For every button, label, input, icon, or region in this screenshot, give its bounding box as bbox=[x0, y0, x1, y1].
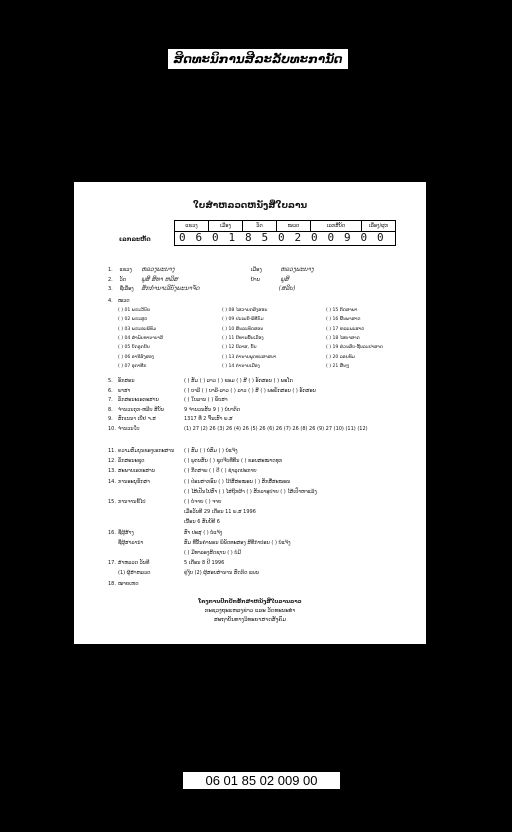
row-label: ສົກເນນາ ເບີ່ຢ ຈ.ສ bbox=[118, 416, 156, 422]
row-n: 7. bbox=[108, 397, 113, 403]
row-opts: ຄູ່ງິບ (2) ຜູ້ສອບສ່ານານ ສົດກິດ ແພນ bbox=[184, 570, 260, 577]
form-row bbox=[108, 530, 222, 536]
code-digit: 0 bbox=[178, 231, 186, 244]
form-row bbox=[108, 416, 233, 422]
code-digit: 0 bbox=[211, 231, 219, 244]
row-opts: ( ) ສົມ ( ) ບໍ່ສົມ ( ) ບໍ່ແຈ້ງ bbox=[184, 448, 238, 454]
row-opts: ( ) ກີ່ດສາພ ( ) ດີ ( ) ຊໍາລຸດປະກາຍ bbox=[184, 468, 257, 475]
form-row bbox=[108, 570, 259, 576]
form-row bbox=[108, 426, 368, 432]
field-row: 2. ວັດ ພູສີ ສີທາ ຫລີສ ບ້ານ ພູສີ bbox=[108, 276, 289, 283]
row-label: ການອະນຸຮັກສາ bbox=[118, 478, 150, 485]
row-n: 17. bbox=[108, 560, 116, 567]
category-option: ( ) 18 ໄສຍາສາດ bbox=[326, 335, 360, 341]
section-category: 4. ໝວດ bbox=[108, 298, 130, 304]
category-option: ( ) 20 ລອນທັມ bbox=[326, 354, 355, 360]
form-row bbox=[108, 519, 220, 525]
row-label: (1) ຜູ້ສຳຫລວດ bbox=[118, 570, 151, 577]
row-opts: ເມື່ອວັນທີ 29 ເດືອນ 11 ພ.ສ 1996 bbox=[184, 509, 256, 516]
code-digit: 0 bbox=[310, 231, 318, 244]
category-option: ( ) 14 ຕຳນານເມືອງ bbox=[222, 363, 260, 369]
row-n: 16. bbox=[108, 529, 116, 536]
row-label: ອັກສອນ bbox=[118, 378, 135, 384]
form-row bbox=[108, 378, 293, 384]
category-option: ( ) 02 ພຣະສູດ bbox=[118, 317, 148, 323]
row-opts: ( ) ມີທາລອງສີດຊານ ( ) ບໍ່ມີ bbox=[184, 550, 241, 556]
row-n: 6. bbox=[108, 387, 113, 394]
row-n: 12. bbox=[108, 458, 116, 465]
bottom-code: 06 01 85 02 009 00 bbox=[183, 772, 340, 789]
row-opts: ສົາ ປະສຸ ( ) ບໍ່ແຈ້ງ bbox=[184, 529, 223, 536]
row-opts: ສົມ ທີ່ນັ້ນຄຳພອນ ພິພັດທະສອງ ສີທີ່ກຳປອນ ( ) ບໍ່ແຈ້ງ bbox=[184, 539, 291, 546]
code-digit: 2 bbox=[294, 231, 302, 244]
banner-title: ສິດທະນິການສີລະລັບທະການັດ ມັກ4 bbox=[168, 49, 348, 69]
form-row bbox=[108, 509, 256, 515]
row-label: ສຳຫລວດ ວັນທີ bbox=[118, 560, 150, 567]
code-digits bbox=[174, 231, 389, 244]
code-label: ເລກລະຫັດ bbox=[119, 236, 151, 243]
form-title: ໃບສຳຫລວດຫນັງສືໃບລານ bbox=[192, 201, 308, 211]
row-n: 9. bbox=[108, 416, 113, 422]
row-n: 11. bbox=[108, 448, 116, 454]
row-opts: ( ) ບາລີ ( ) ບາລີ-ລາວ ( ) ລາວ ( ) ສີ ( ) ພະພັກສອນ ( ) ອັກສອນ bbox=[184, 387, 316, 394]
code-digit: 8 bbox=[244, 231, 252, 244]
form-row bbox=[108, 540, 290, 546]
category-option: ( ) 05 ບິດອູດນີນ bbox=[118, 345, 150, 351]
form-row bbox=[108, 397, 228, 403]
row-n: 15. bbox=[108, 499, 116, 505]
row-label: ຈຳນວນກຸກ-ຫລີບ ສີບັນ bbox=[118, 406, 165, 413]
code-digit: 1 bbox=[228, 231, 236, 244]
category-option: ( ) 03 ພຣະອະພິທັມ bbox=[118, 326, 157, 332]
category-option: ( ) 15 ກິດສາພາ bbox=[326, 308, 358, 313]
row-label: ຄວາມສົມບູນຂອງເອກະສານ bbox=[118, 448, 175, 454]
code-digit: 6 bbox=[195, 231, 203, 244]
row-label: ສະພາບເອກະສານ bbox=[118, 468, 155, 475]
form-row bbox=[108, 388, 316, 394]
row-n: 18. bbox=[108, 580, 116, 587]
code-header: ເລື່ອງ/ຜູກ bbox=[362, 221, 396, 232]
category-option: ( ) 12 ນິລາສ, ນັ້ນ bbox=[222, 345, 257, 351]
form-row bbox=[108, 581, 184, 587]
row-opts: 9 ຈຳນວນສັນ 9 ( ) ບໍ່ບາຕິດ bbox=[184, 406, 241, 413]
code-digit: 0 bbox=[376, 231, 384, 244]
row-opts: ( ) ປ່ອນສາກອົນ ( ) ໄດ້ສີ່ສະໝອນ ( ) ສັກສື່ສະໝອນ bbox=[184, 478, 291, 485]
row-label: ການຈານຂີ້ໄປ bbox=[118, 499, 146, 505]
row-opts: ( ) ສັມ ( ) ລາວ ( ) ຂອມ ( ) ສີ ( ) ອັກສອນ ( ) ພະໂກ bbox=[184, 378, 293, 384]
code-header: ແຂວງ bbox=[175, 221, 209, 232]
row-label: ຈຳນວນໃບ bbox=[118, 425, 140, 432]
category-option: ( ) 16 ພື້ນພາສາດ bbox=[326, 317, 361, 323]
category-option: ( ) 10 ສິນລະທົດສອນ bbox=[222, 326, 264, 332]
category-option: ( ) 09 ປະເພນີ-ພິທີກັມ bbox=[222, 317, 264, 323]
code-digit: 0 bbox=[327, 231, 335, 244]
form-row bbox=[108, 407, 240, 413]
code-digit: 9 bbox=[343, 231, 351, 244]
row-label: ລັກສະນະເອກະສານ bbox=[118, 397, 159, 403]
row-label: ລັກສະນະຊຸດ bbox=[118, 458, 145, 465]
category-option: ( ) 19 ສ່ວນສັບ-ຊີ້ນລະປາສາດ bbox=[326, 345, 383, 351]
form-row bbox=[108, 499, 221, 505]
form-row bbox=[108, 458, 282, 464]
row-label: ພາສາ bbox=[118, 387, 131, 394]
row-n: 5. bbox=[108, 378, 113, 384]
survey-form bbox=[74, 182, 426, 644]
category-option: ( ) 07 ອຸກາທີກ bbox=[118, 363, 147, 369]
row-opts: (1) 27 (2) 26 (3) 26 (4) 26 (5) 26 (6) 26 (7) 26 (8) 26 (9) 27 (10) (11) (12) bbox=[184, 425, 368, 432]
category-option: ( ) 13 ຕຳນານພູດທະສາສນາ bbox=[222, 354, 277, 360]
category-option: ( ) 17 ຫລະພະສາດ bbox=[326, 326, 365, 332]
row-opts: 1317 ທີ່ 2 ຈົ້ນເສົາ ພ.ສ bbox=[184, 416, 233, 422]
code-digit: 0 bbox=[360, 231, 368, 244]
row-opts: ເນື້ອນ 6 ສັນບັທີ 6 bbox=[184, 519, 220, 526]
category-option: ( ) 04 ສຳພັນທານາບາລີ bbox=[118, 335, 164, 341]
code-header: ໝວດ bbox=[277, 221, 311, 232]
category-option: ( ) 21 ສື່ນໆ bbox=[326, 363, 350, 369]
form-row bbox=[108, 468, 257, 474]
row-n: 14. bbox=[108, 478, 116, 485]
category-option: ( ) 06 ອານີສົງສອງ bbox=[118, 354, 155, 360]
field-row: 3. ຊື່ເລື່ອງ ສັກກໍານາເລີບັງພະນາຈັດ (ສລີບ) bbox=[108, 285, 296, 292]
code-header: ເລກສືບັດ bbox=[311, 221, 362, 232]
category-option: ( ) 01 ພຣະວີນັຍ bbox=[118, 308, 151, 313]
row-opts: 5 ເດືອນ 8 ປີ 1996 bbox=[184, 560, 225, 567]
form-footer: ໂຄງການປົກປັກຮັກສາຫນັງສືໃບລານລາວ ກະຊວງຖະແຫລງຂ່າວ ແລະ ວັດທະນະທຳ ສະຖາບັນທາງວິທະຍາສາດສັງຄົມ bbox=[198, 599, 302, 623]
form-row bbox=[108, 448, 238, 454]
row-opts: ( ) ບໍ່ຈາຍ ( ) ຈາຍ bbox=[184, 499, 222, 505]
code-digit: 0 bbox=[277, 231, 285, 244]
form-row bbox=[108, 489, 317, 495]
form-row bbox=[108, 560, 224, 566]
category-option: ( ) 08 ໄສວານກສົງສອນ bbox=[222, 308, 268, 313]
form-row bbox=[108, 479, 290, 485]
row-opts: ( ) ພູຕນສັນ ( ) ຊຸດຈີບທີ່ທີ່ນ ( ) ຂອບສະໝາດທຸກ bbox=[184, 458, 283, 465]
row-label: ໝາຍເຫດ bbox=[118, 580, 139, 587]
form-row bbox=[108, 550, 241, 556]
row-n: 10. bbox=[108, 425, 116, 432]
row-n: 13. bbox=[108, 468, 116, 475]
row-n: 8. bbox=[108, 406, 113, 413]
row-label: ຊື່ຜູ້ສ້າງ bbox=[118, 529, 134, 536]
row-label: ຊື່ຜູ້ສາລານຳ bbox=[118, 539, 144, 546]
code-header: ວັດ bbox=[243, 221, 277, 232]
field-row: 1. ແຂວງ ຫລວງພະບາງ ເມືອງ ຫລວງພະບາງ bbox=[108, 266, 314, 273]
code-header: ເມືອງ bbox=[209, 221, 243, 232]
row-opts: ( ) ໄສ້ເປັນໄປສົາ ( ) ໄສ່ຖີກຜ້າ ( ) ສັກລາອຸປາຍ ( ) ໄສ້ເປົາຫາແລ້ງ bbox=[184, 488, 317, 495]
code-digit: 5 bbox=[261, 231, 269, 244]
row-opts: ( ) ໃບລານ ( ) ພັບສາ bbox=[184, 397, 228, 403]
category-option: ( ) 11 ນີທານພື້ນເມືອງ bbox=[222, 335, 264, 341]
